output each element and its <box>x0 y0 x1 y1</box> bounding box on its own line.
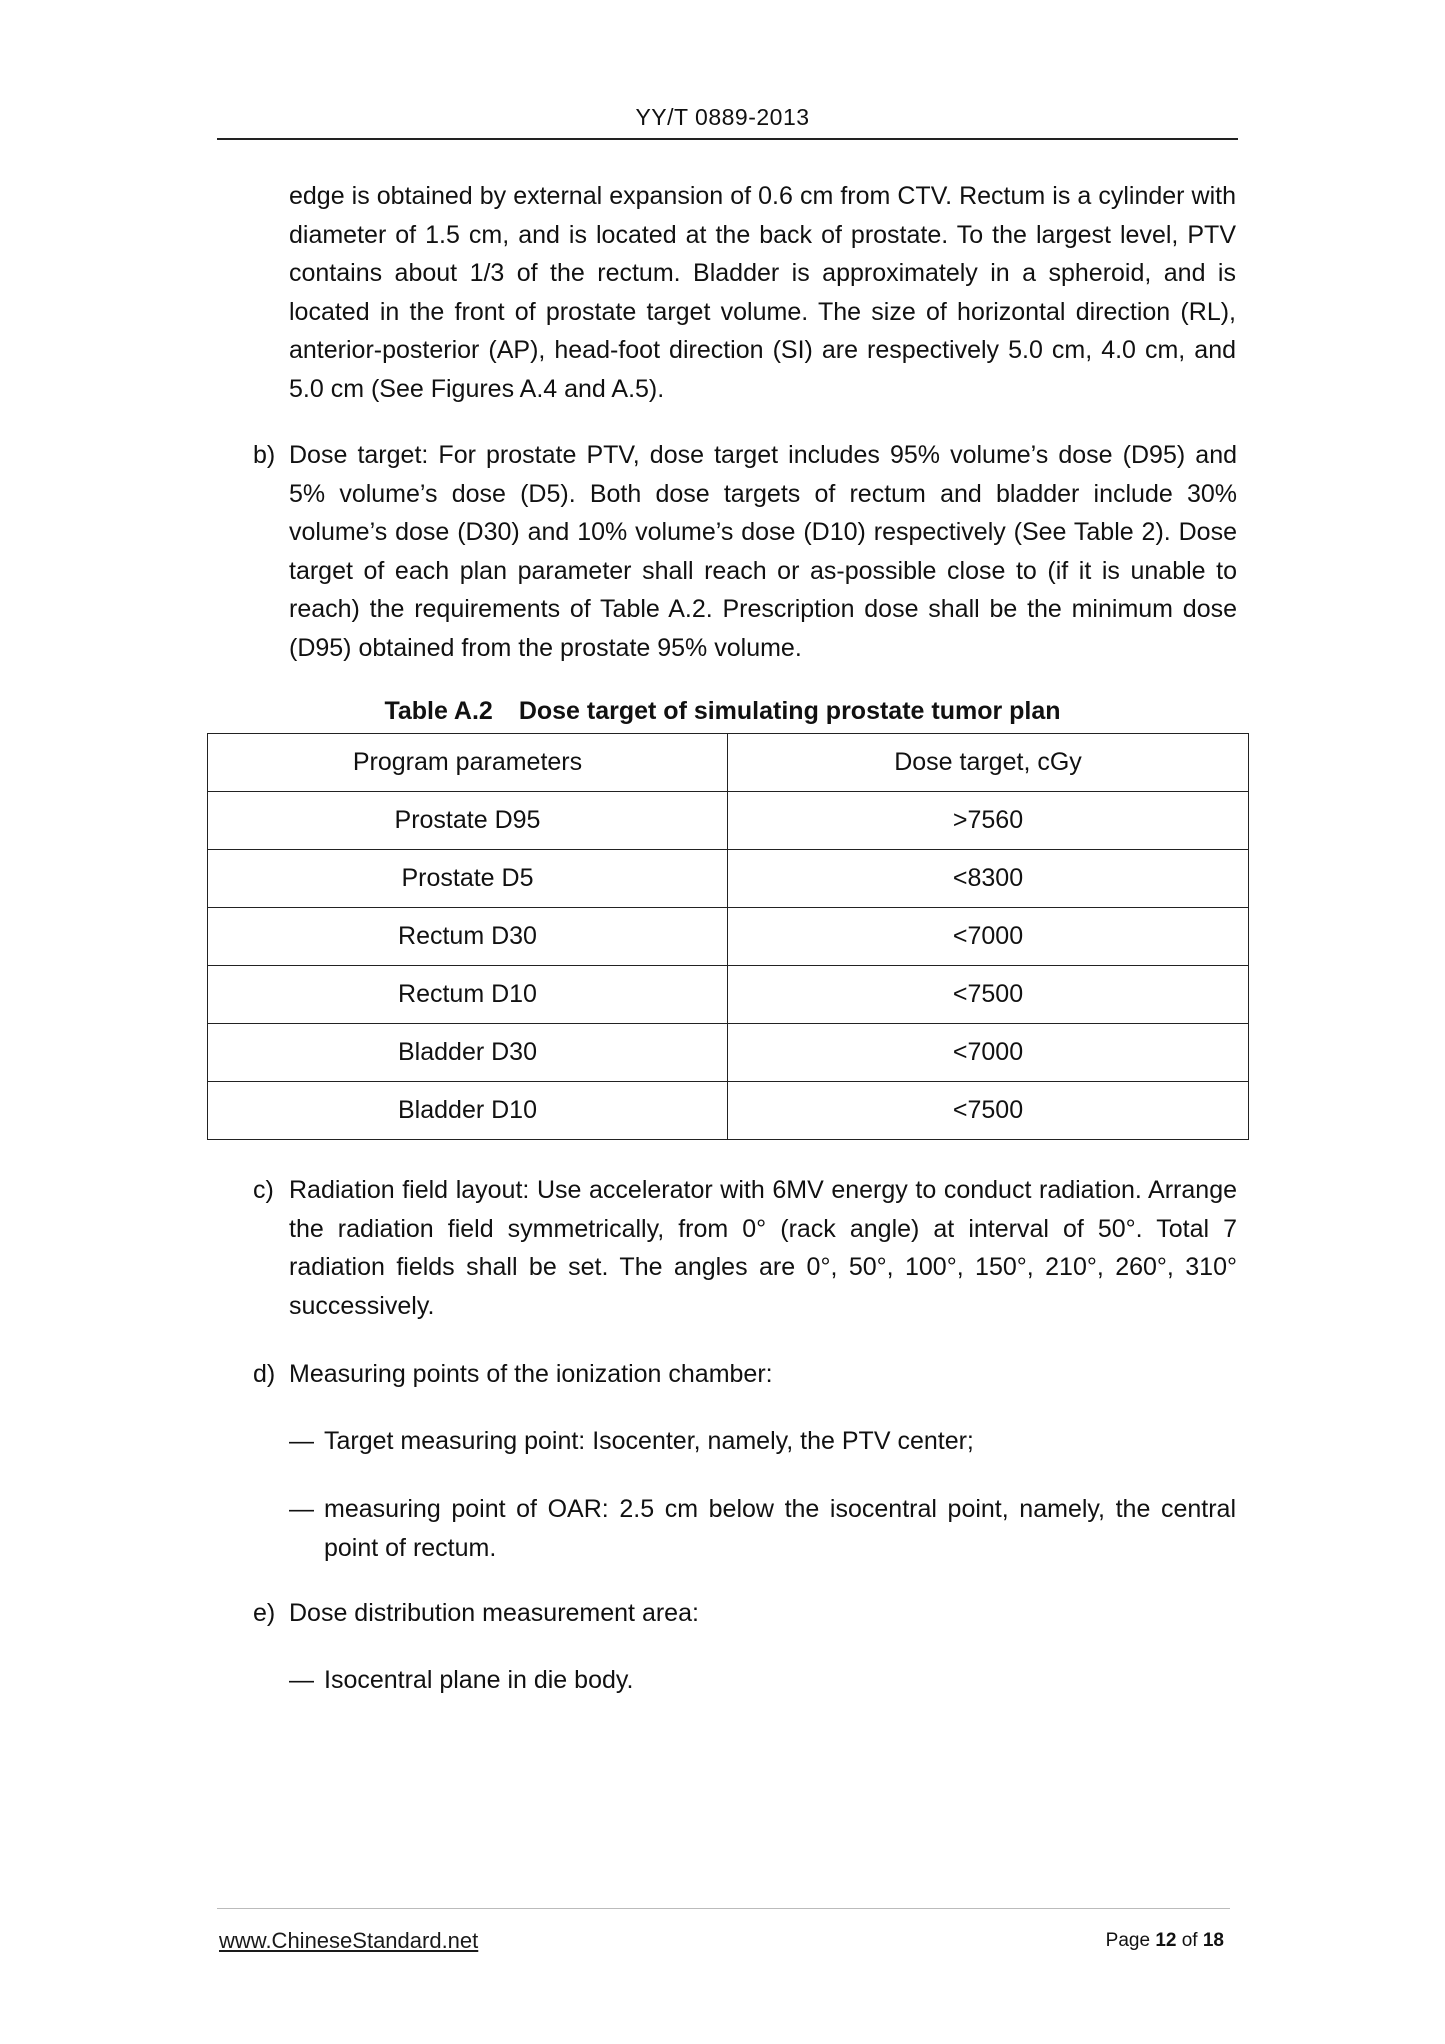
list-item-c <box>253 1171 1237 1325</box>
document-code: YY/T 0889-2013 <box>635 104 810 130</box>
table-cell: <7000 <box>728 1024 1249 1082</box>
table-cell: >7560 <box>728 792 1249 850</box>
page-current: 12 <box>1155 1930 1177 1951</box>
page-prefix: Page <box>1105 1930 1156 1951</box>
page-number <box>1106 1930 1224 1952</box>
column-header: Program parameters <box>208 734 728 792</box>
item-text: Dose distribution measurement area: <box>289 1599 699 1627</box>
list-item-e <box>253 1594 1237 1633</box>
em-dash-marker: — <box>289 1427 314 1455</box>
bullet-target-point <box>289 1422 1236 1461</box>
table-cell: Bladder D10 <box>208 1082 728 1140</box>
bullet-text: Isocentral plane in die body. <box>324 1666 634 1694</box>
table-cell: Rectum D30 <box>208 908 728 966</box>
table-cell: Prostate D5 <box>208 850 728 908</box>
bullet-text: measuring point of OAR: 2.5 cm below the isocentral point, namely, the central point of rectum. <box>324 1495 1236 1562</box>
table-cell: <7500 <box>728 1082 1249 1140</box>
list-item-b <box>253 436 1237 667</box>
em-dash-marker: — <box>289 1666 314 1694</box>
table-row <box>208 966 1249 1024</box>
item-text: Measuring points of the ionization chamber: <box>289 1360 773 1388</box>
table-row <box>208 908 1249 966</box>
header-rule <box>217 138 1238 140</box>
list-item-d <box>253 1355 1237 1394</box>
em-dash-marker: — <box>289 1495 314 1523</box>
table-cell: Bladder D30 <box>208 1024 728 1082</box>
bullet-isocentral-plane <box>289 1661 1236 1700</box>
item-text: Radiation field layout: Use accelerator with 6MV energy to conduct radiation. Arrange the radiation field symmetrically, from 0° (rack angle) at interval of 50°. Total 7 radiation fields shall be set. The angles are 0°, 50°, 100°, 150°, 210°, 260°, 310° successively. <box>289 1176 1237 1320</box>
bullet-text: Target measuring point: Isocenter, namely, the PTV center; <box>324 1427 974 1455</box>
item-label: d) <box>253 1360 276 1388</box>
item-label: b) <box>253 441 276 469</box>
intro-paragraph: edge is obtained by external expansion of 0.6 cm from CTV. Rectum is a cylinder with diameter of 1.5 cm, and is located at the back of prostate. To the largest level, PTV contains about 1/3 of the rectum. Bladder is approximately in a spheroid, and is located in the front of prostate target volume. The size of horizontal direction (RL), anterior-posterior (AP), head-foot direction (SI) are respectively 5.0 cm, 4.0 cm, and 5.0 cm (See Figures A.4 and A.5). <box>289 182 1236 403</box>
table-cell: <7500 <box>728 966 1249 1024</box>
table-cell: Prostate D95 <box>208 792 728 850</box>
item-label: e) <box>253 1599 276 1627</box>
table-number: Table A.2 <box>384 697 493 725</box>
footer-rule <box>217 1908 1230 1909</box>
table-cell: <8300 <box>728 850 1249 908</box>
table-row <box>208 1024 1249 1082</box>
table-header-row <box>208 734 1249 792</box>
column-header: Dose target, cGy <box>728 734 1249 792</box>
website-link[interactable]: www.ChineseStandard.net <box>219 1928 479 1953</box>
item-text: Dose target: For prostate PTV, dose target includes 95% volume’s dose (D95) and 5% volume’s dose (D5). Both dose targets of rectum and bladder include 30% volume’s dose (D30) and 10% volume’s dose (D10) respectively (See Table 2). Dose target of each plan parameter shall reach or as-possible close to (if it is unable to reach) the requirements of Table A.2. Prescription dose shall be the minimum dose (D95) obtained from the prostate 95% volume. <box>289 441 1237 662</box>
table-cell: <7000 <box>728 908 1249 966</box>
dose-target-table <box>207 733 1249 1140</box>
table-row <box>208 850 1249 908</box>
bullet-oar-point <box>289 1490 1236 1567</box>
table-cell: Rectum D10 <box>208 966 728 1024</box>
table-row <box>208 1082 1249 1140</box>
table-row <box>208 792 1249 850</box>
table-caption <box>0 697 1445 726</box>
page-of: of <box>1176 1930 1203 1951</box>
table-title: Dose target of simulating prostate tumor plan <box>518 697 1061 725</box>
item-label: c) <box>253 1176 274 1204</box>
page-total: 18 <box>1202 1930 1224 1951</box>
